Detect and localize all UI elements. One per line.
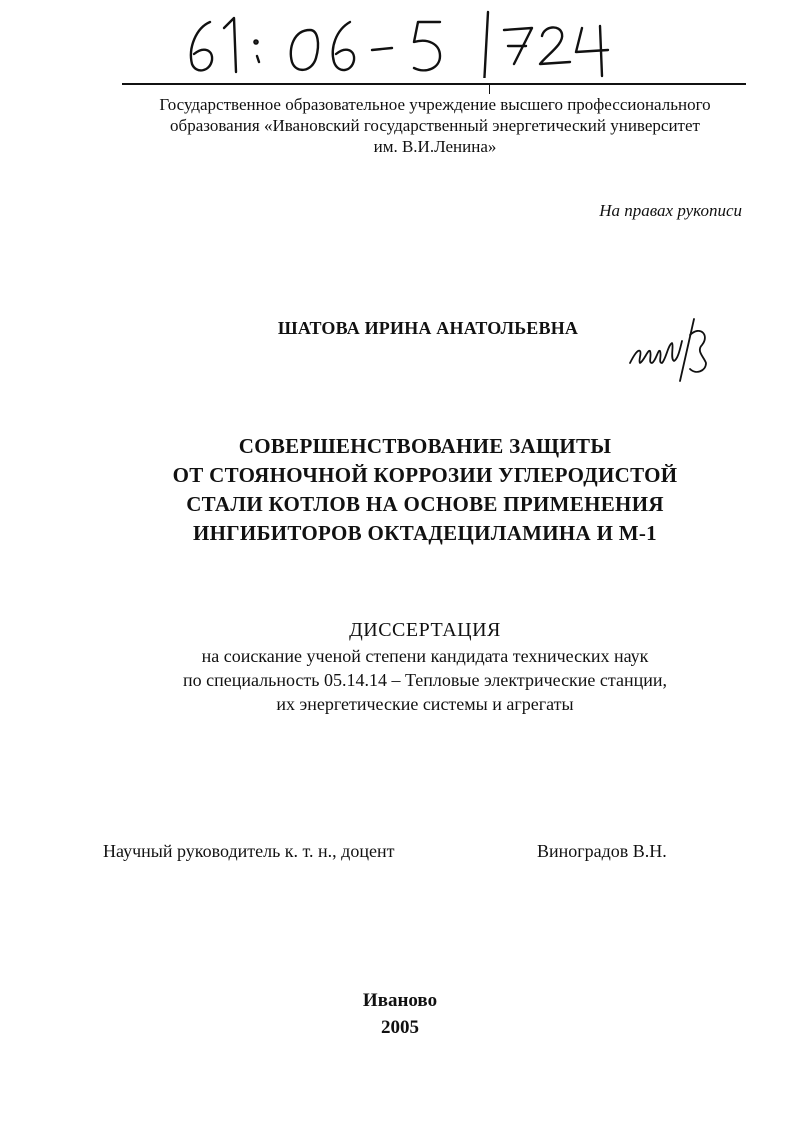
dissertation-title <box>100 432 750 548</box>
city: Иваново <box>362 990 438 1011</box>
archive-number-handwritten <box>178 8 628 78</box>
title-line-1: СОВЕРШЕНСТВОВАНИЕ ЗАЩИТЫ <box>238 434 612 458</box>
rights-note: На правах рукописи <box>599 201 742 220</box>
institution-line-1: Государственное образовательное учреждение высшего профессионального <box>159 95 711 114</box>
author-signature <box>624 305 714 385</box>
adviser-name: Виноградов В.Н. <box>537 841 667 861</box>
dissertation-line-1: на соискание ученой степени кандидата технических наук <box>201 646 649 666</box>
dissertation-line-3: их энергетические системы и агрегаты <box>276 694 574 714</box>
dissertation-heading: ДИССЕРТАЦИЯ <box>349 619 501 641</box>
header-rule <box>122 83 746 85</box>
title-line-2: ОТ СТОЯНОЧНОЙ КОРРОЗИИ УГЛЕРОДИСТОЙ <box>172 463 678 487</box>
dissertation-line-2: по специальность 05.14.14 – Тепловые электрические станции, <box>182 670 668 690</box>
institution-line-2: образования «Ивановский государственный энергетический университет <box>170 116 700 135</box>
adviser-label: Научный руководитель к. т. н., доцент <box>103 841 395 861</box>
institution-line-3: им. В.И.Ленина» <box>373 137 497 156</box>
title-line-4: ИНГИБИТОРОВ ОКТАДЕЦИЛАМИНА И М-1 <box>193 521 657 545</box>
author-name: ШАТОВА ИРИНА АНАТОЛЬЕВНА <box>277 318 579 338</box>
title-line-3: СТАЛИ КОТЛОВ НА ОСНОВЕ ПРИМЕНЕНИЯ <box>186 492 664 516</box>
header-tick <box>489 84 490 94</box>
dissertation-statement <box>100 644 750 716</box>
year: 2005 <box>381 1017 419 1038</box>
institution-block <box>90 94 780 157</box>
